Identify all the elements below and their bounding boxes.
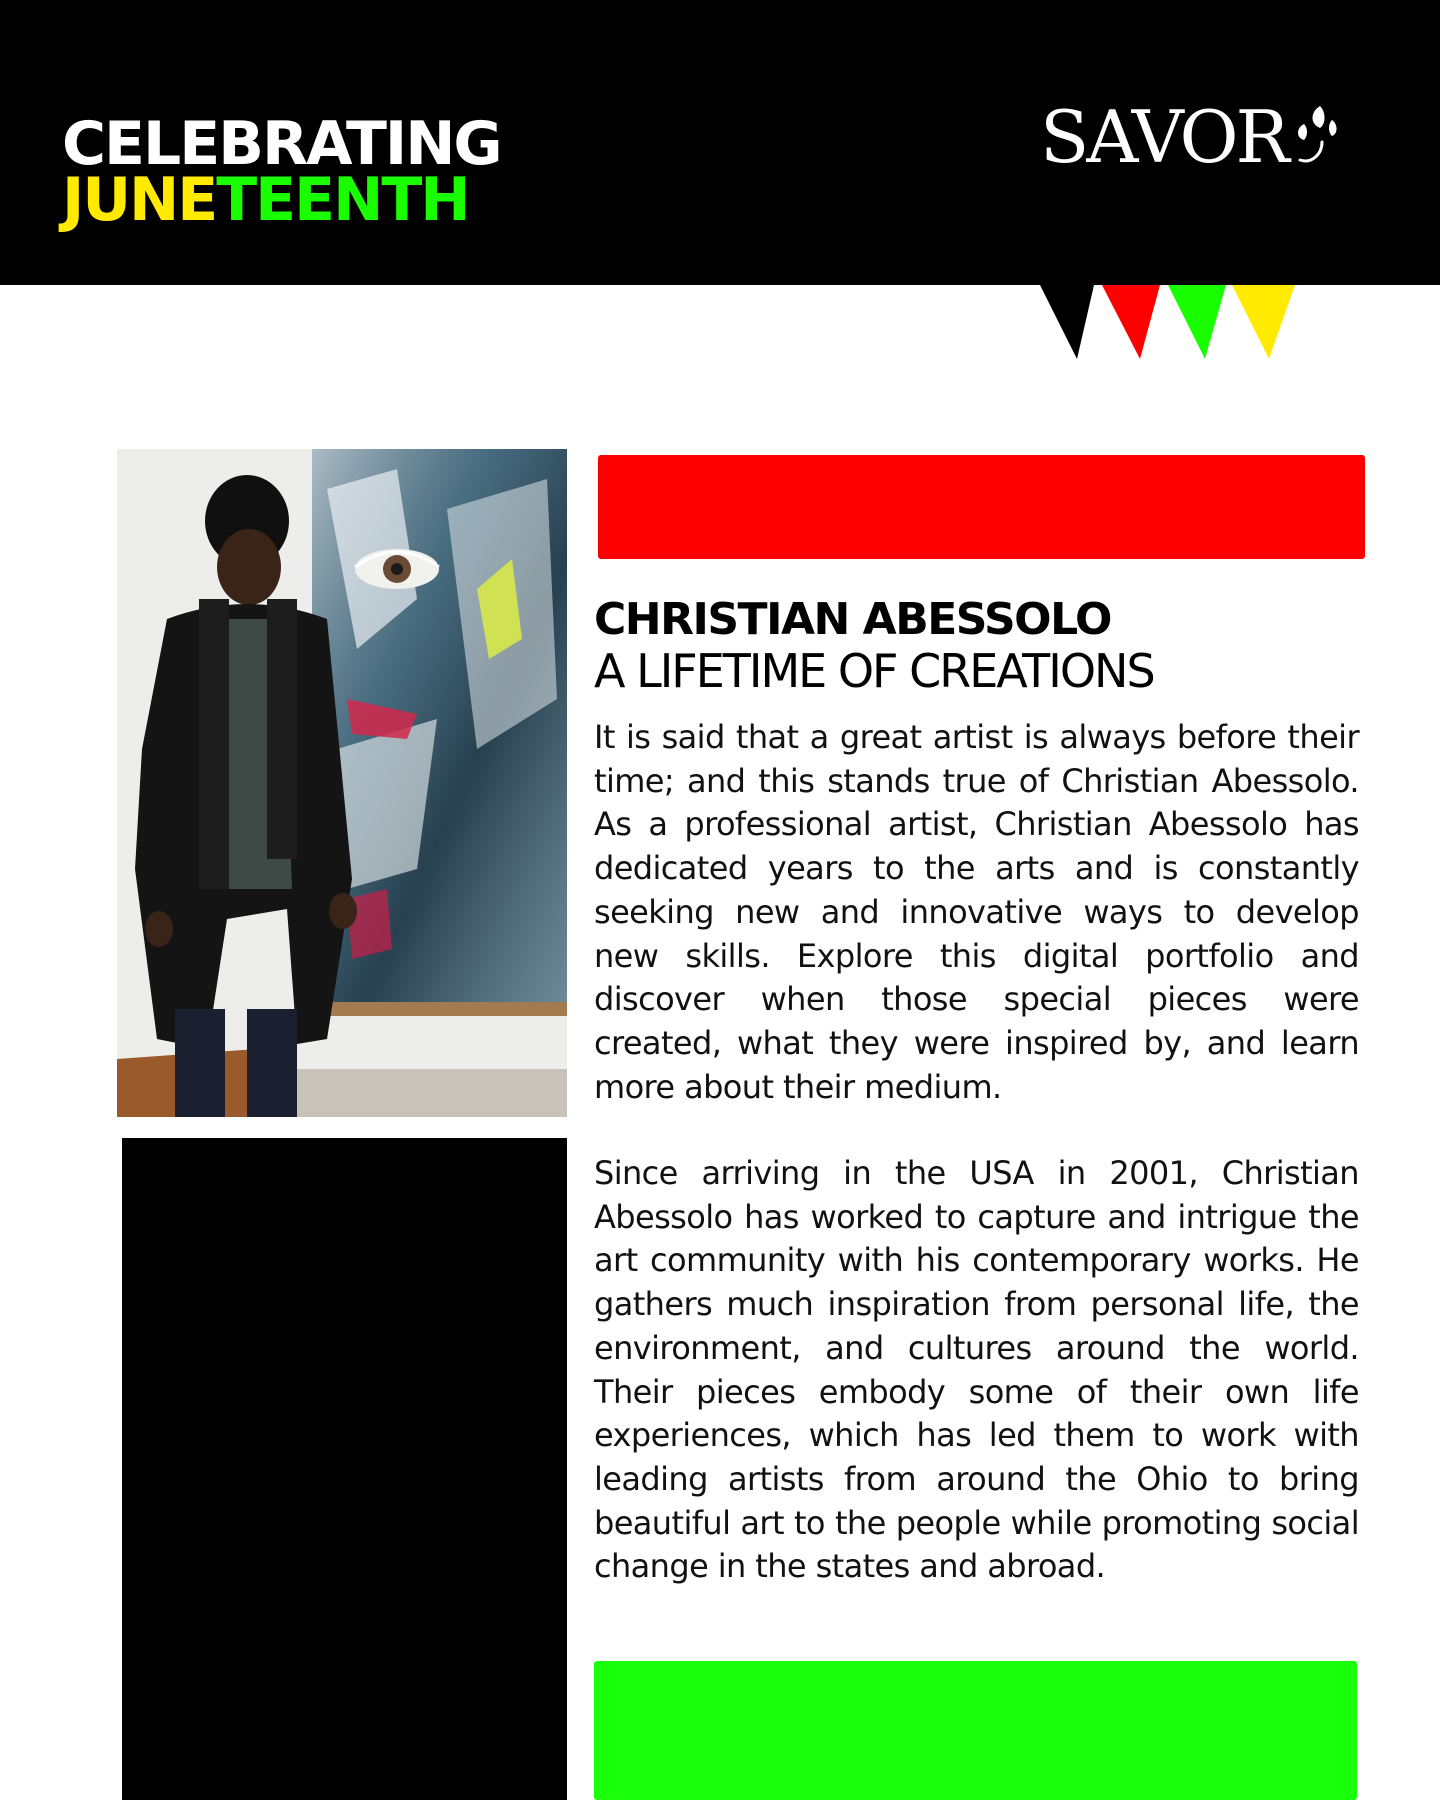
headline-celebrating: CELEBRATING [62,109,501,179]
article-paragraph-1: It is said that a great artist is always before their time; and this stands true of Christian Abessolo. As a professional artist, Christian Abessolo has dedicated years to the arts and is constantly seeking new and innovative ways to develop new skills. Explore this digital portfolio and discover when those special pieces were created, what they were inspired by, and learn more about their medium. [594,718,1359,1106]
headline-juneteenth [62,165,501,235]
article-subtitle: A LIFETIME OF CREATIONS [594,644,1154,698]
header-banner [0,0,1440,285]
artist-name: CHRISTIAN ABESSOLO [594,594,1111,645]
headline [62,109,501,235]
red-accent-bar [598,455,1365,559]
artist-photo-illustration [117,449,567,1117]
black-block [122,1138,567,1800]
yellow-pennant-icon [1232,285,1295,359]
green-accent-bar [594,1661,1357,1800]
red-pennant-icon [1102,285,1160,359]
green-pennant-icon [1168,285,1226,359]
black-pennant-icon [1040,285,1094,359]
fleur-swirl-icon [1292,98,1342,178]
headline-teenth: TEENTH [216,165,469,235]
bunting-flags [1040,285,1300,365]
headline-june: JUNE [62,165,217,235]
logo-text: SAVOR [1040,95,1287,179]
artist-photo [117,449,567,1117]
article-paragraph-2: Since arriving in the USA in 2001, Christian Abessolo has worked to capture and intrigue the art community with his contemporary works. He gathers much inspiration from personal life, the environment, and cultures around the world. Their pieces embody some of their own life experiences, which has led them to work with leading artists from around the Ohio to bring beautiful art to the people while promoting social change in the states and abroad. [594,1154,1359,1586]
savor-logo [1040,92,1340,192]
